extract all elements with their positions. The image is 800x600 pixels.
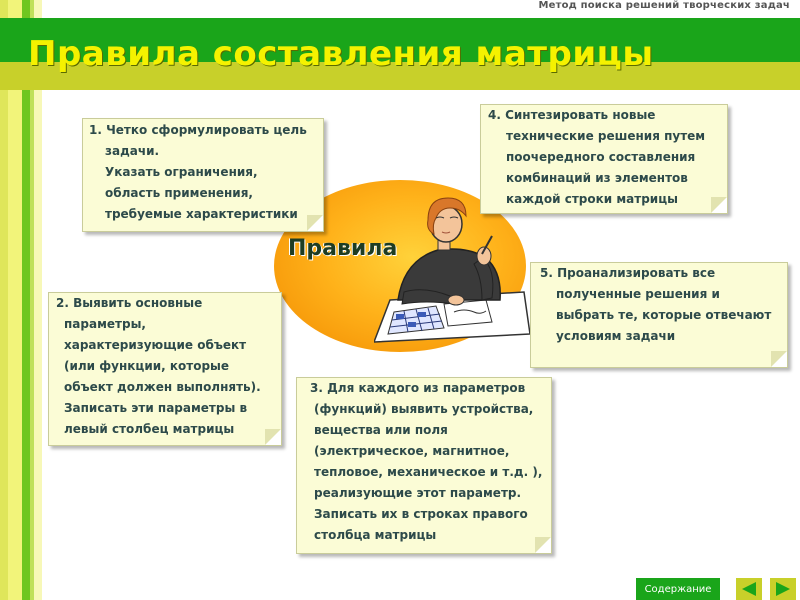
note-folded-corner: [711, 197, 727, 213]
note-line: тепловое, механическое и т.д. ),: [314, 465, 543, 479]
contents-button[interactable]: Содержание: [636, 578, 720, 600]
note-line: полученные решения и: [556, 287, 720, 301]
next-slide-button[interactable]: [770, 578, 796, 600]
note-line: 4. Синтезировать новые: [488, 108, 656, 122]
note-line: объект должен выполнять).: [64, 380, 261, 394]
note-line: параметры,: [64, 317, 146, 331]
page-title: Правила составления матрицы: [28, 34, 654, 74]
presentation-caption: Метод поиска решений творческих задач: [538, 0, 790, 11]
note-line: левый столбец матрицы: [64, 422, 235, 436]
note-folded-corner: [535, 537, 551, 553]
note-line: Указать ограничения,: [105, 165, 258, 179]
rule-note-1: [82, 118, 324, 232]
arrow-left-icon: [740, 581, 758, 597]
note-line: технические решения путем: [506, 129, 706, 143]
note-line: комбинаций из элементов: [506, 171, 688, 185]
note-line: поочередного составления: [506, 150, 696, 164]
note-line: выбрать те, которые отвечают: [556, 308, 772, 322]
note-line: 3. Для каждого из параметров: [310, 381, 526, 395]
note-line: (функций) выявить устройства,: [314, 402, 534, 416]
rule-note-4: [480, 104, 728, 214]
rule-note-3: [296, 377, 552, 554]
note-line: 1. Четко сформулировать цель: [89, 123, 307, 137]
arrow-right-icon: [774, 581, 792, 597]
note-line: Записать их в строках правого: [314, 507, 528, 521]
note-line: Записать эти параметры в: [64, 401, 248, 415]
note-line: характеризующие объект: [64, 338, 247, 352]
note-line: 2. Выявить основные: [56, 296, 203, 310]
rule-note-5: [530, 262, 788, 368]
note-line: реализующие этот параметр.: [314, 486, 522, 500]
note-line: вещества или поля: [314, 423, 448, 437]
note-line: задачи.: [105, 144, 160, 158]
note-folded-corner: [771, 351, 787, 367]
rule-note-2: [48, 292, 282, 446]
note-line: условиям задачи: [556, 329, 676, 343]
side-stripe: [34, 0, 42, 600]
note-folded-corner: [307, 215, 323, 231]
center-label: Правила: [288, 236, 398, 261]
note-line: (электрическое, магнитное,: [314, 444, 510, 458]
side-stripe: [8, 0, 22, 600]
side-stripe: [22, 0, 30, 600]
note-line: область применения,: [105, 186, 253, 200]
note-line: требуемые характеристики: [105, 207, 298, 221]
note-line: (или функции, которые: [64, 359, 230, 373]
previous-slide-button[interactable]: [736, 578, 762, 600]
note-line: каждой строки матрицы: [506, 192, 678, 206]
note-line: столбца матрицы: [314, 528, 437, 542]
note-folded-corner: [265, 429, 281, 445]
person-at-desk-illustration: [374, 196, 530, 346]
note-line: 5. Проанализировать все: [540, 266, 716, 280]
side-stripe: [0, 0, 8, 600]
